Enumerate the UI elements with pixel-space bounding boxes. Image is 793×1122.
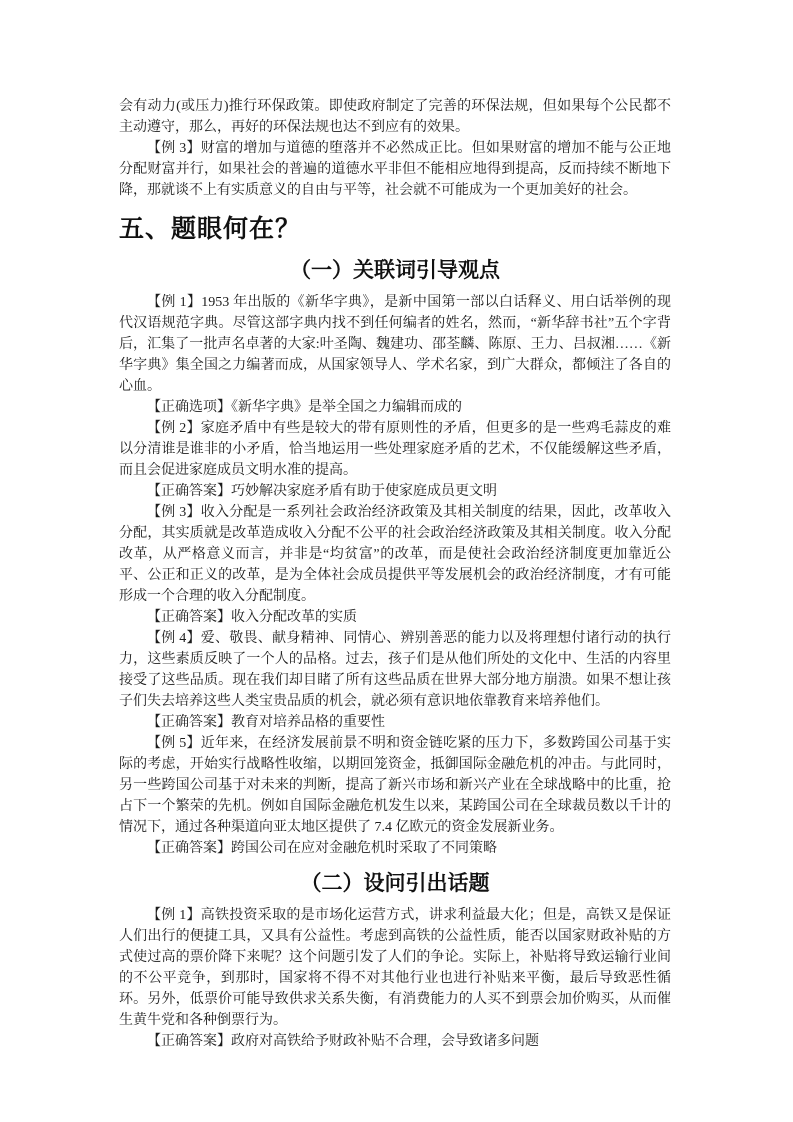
section-heading: 五、题眼何在？ — [119, 215, 302, 243]
answer-paragraph: 【正确答案】跨国公司在应对金融危机时采取了不同策略 — [147, 841, 497, 856]
example-paragraph: 【例 3】收入分配是一系列社会政治经济政策及其相关制度的结果，因此，改革收入分配，其实质就是改革造成收入分配不公平的社会政治经济政策及其相关制度。收入分配改革，从严格意义而言，并非是“均贫富”的改革，而是使社会政治经济制度更加靠近公平、公正和正义的改革，是为全体社会成员提供平等发展机会的政治经济制度，才有可能形成一个合理的收入分配制度。 — [119, 505, 671, 604]
example-paragraph: 【例 4】爱、敬畏、献身精神、同情心、辨别善恶的能力以及将理想付诸行动的执行力，这些素质反映了一个人的品格。过去，孩子们是从他们所处的文化中、生活的内容里接受了这些品质。现在我们却目睹了所有这些品质在世界大部分地方崩溃。如果不想让孩子们失去培养这些人类宝贵品质的机会，就必须有意识地依靠教育来培养他们。 — [119, 631, 671, 709]
answer-paragraph: 【正确答案】教育对培养品格的重要性 — [147, 715, 385, 730]
continuation-paragraph: 会有动力(或压力)推行环保政策。即使政府制定了完善的环保法规，但如果每个公民都不主动遵守，那么，再好的环保法规也达不到应有的效果。 — [119, 99, 671, 135]
example-paragraph: 【例 2】家庭矛盾中有些是较大的带有原则性的矛盾，但更多的是一些鸡毛蒜皮的难以分清谁是谁非的小矛盾，恰当地运用一些处理家庭矛盾的艺术，不仅能缓解这些矛盾，而且会促进家庭成员文明水准的提高。 — [119, 421, 671, 478]
answer-paragraph: 【正确选项】《新华字典》是举全国之力编辑而成的 — [147, 400, 462, 415]
answer-paragraph: 【正确答案】收入分配改革的实质 — [147, 610, 357, 625]
example-paragraph: 【例 1】高铁投资采取的是市场化运营方式，讲求利益最大化；但是，高铁又是保证人们出行的便捷工具，又具有公益性。考虑到高铁的公益性质，能否以国家财政补贴的方式使过高的票价降下来呢？这个问题引发了人们的争论。实际上，补贴将导致运输行业间的不公平竞争，到那时，国家将不得不对其他行业也进行补贴来平衡，最后导致恶性循环。另外，低票价可能导致供求关系失衡，有消费能力的人买不到票会加价购买，从而催生黄牛党和各种倒票行为。 — [119, 908, 671, 1028]
answer-paragraph: 【正确答案】巧妙解决家庭矛盾有助于使家庭成员更文明 — [147, 484, 497, 499]
answer-paragraph: 【正确答案】政府对高铁给予财政补贴不合理，会导致诸多问题 — [147, 1034, 539, 1049]
subsection-heading-2: （二）设问引出话题 — [300, 872, 490, 895]
subsection-heading-1: （一）关联词引导观点 — [290, 259, 500, 282]
example-paragraph: 【例 3】财富的增加与道德的堕落并不必然成正比。但如果财富的增加不能与公正地分配财富并行，如果社会的普遍的道德水平非但不能相应地得到提高，反而持续不断地下降，那就谈不上有实质意义的自由与平等，社会就不可能成为一个更加美好的社会。 — [119, 141, 671, 198]
example-paragraph: 【例 1】1953 年出版的《新华字典》，是新中国第一部以白话释义、用白话举例的现代汉语规范字典。尽管这部字典内找不到任何编者的姓名，然而，“新华辞书社”五个字背后，汇集了一批声名卓著的大家:叶圣陶、魏建功、邵荃麟、陈原、王力、吕叔湘……《新华字典》集全国之力编著而成，从国家领导人、学术名家，到广大群众，都倾注了各自的心血。 — [119, 295, 671, 394]
example-paragraph: 【例 5】近年来，在经济发展前景不明和资金链吃紧的压力下，多数跨国公司基于实际的考虑，开始实行战略性收缩，以期回笼资金，抵御国际金融危机的冲击。与此同时，另一些跨国公司基于对未来的判断，提高了新兴市场和新兴产业在全球战略中的比重，抢占下一个繁荣的先机。例如自国际金融危机发生以来，某跨国公司在全球裁员数以千计的情况下，通过各种渠道向亚太地区提供了 7.4 亿欧元的资金发展新业务。 — [119, 736, 671, 835]
